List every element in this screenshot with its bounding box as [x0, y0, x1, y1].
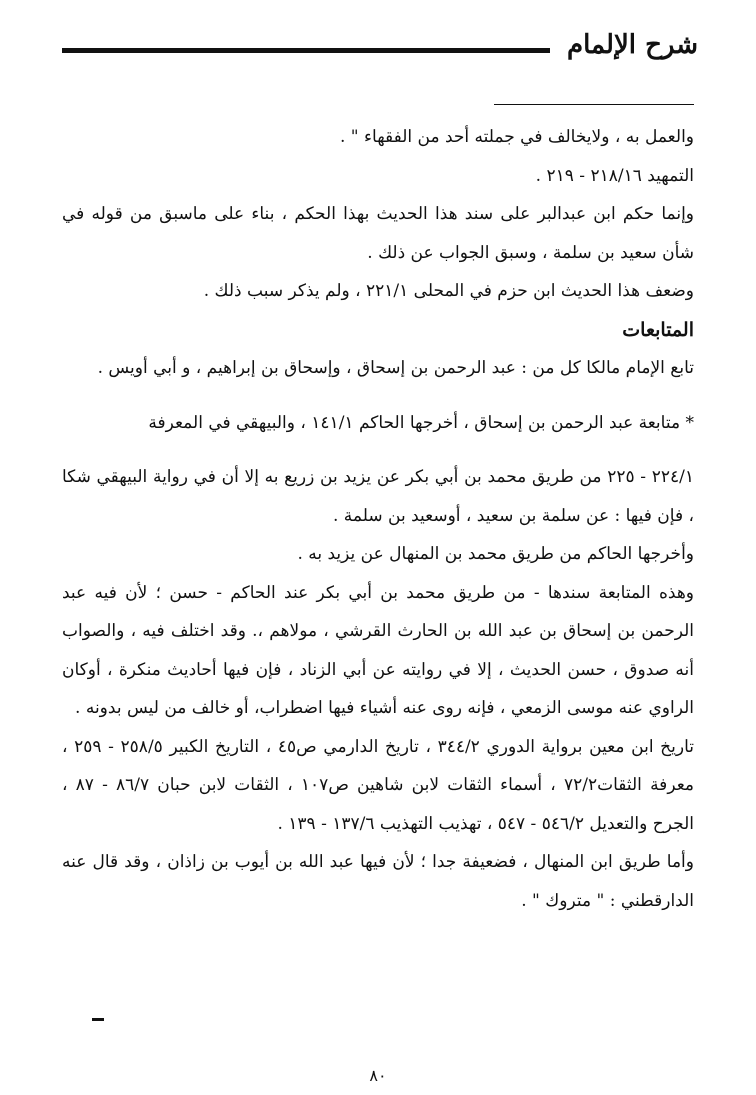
paragraph-bayhaqi-route: ٢٢٤/١ - ٢٢٥ من طريق محمد بن أبي بكر عن يزيد بن زريع به إلا أن في رواية البيهقي شكا ، فإن فيها : عن سلمة بن سعيد ، أوسعيد بن سلمة . [62, 467, 694, 526]
page-body [62, 118, 694, 920]
paragraph-ibn-hazm: وضعف هذا الحديث ابن حزم في المحلى ٢٢١/١ ، ولم يذكر سبب ذلك . [203, 281, 694, 301]
header-rule [62, 48, 550, 53]
running-title: شرح الإلمام [567, 30, 698, 60]
paragraph-references: تاريخ ابن معين برواية الدوري ٣٤٤/٢ ، تاريخ الدارمي ص٤٥ ، التاريخ الكبير ٢٥٨/٥ - ٢٥٩ ، معرفة الثقات٧٢/٢ ، أسماء الثقات لابن شاهين ص١٠٧ ، الثقات لابن حبان ٨٦/٧ - ٨٧ ، الجرح والتعديل ٥٤٦/٢ - ٥٤٧ ، تهذيب التهذيب ١٣٧/٦ - ١٣٩ . [62, 736, 695, 834]
paragraph-hakim-route: وأخرجها الحاكم من طريق محمد بن المنهال عن يزيد به . [297, 544, 694, 564]
paragraph-chain-grading: وهذه المتابعة سندها - من طريق محمد بن أبي بكر عند الحاكم - حسن ؛ لأن فيه عبد الرحمن بن إسحاق بن عبد الله بن الحارث القرشي ، مولاهم ،. وقد اختلف فيه ، والصواب أنه صدوق ، حسن الحديث ، إلا في روايته عن أبي الزناد ، فإن فيها أحاديث منكرة ، أوكان الراوي عنه موسى الزمعي ، فإنه روى عنه أشياء فيها اضطراب، أو خالف من ليس بدونه . [62, 582, 694, 718]
paragraph-ibn-abdulbarr: وإنما حكم ابن عبدالبر على سند هذا الحديث بهذا الحكم ، بناء على ماسبق من قوله في شأن سعيد بن سلمة ، وسبق الجواب عن ذلك . [62, 204, 694, 263]
paragraph-quote-end: والعمل به ، ولايخالف في جملته أحد من الفقهاء " . [340, 127, 694, 147]
end-dash [92, 1018, 104, 1021]
paragraph-citation-tamhid: التمهيد ٢١٨/١٦ - ٢١٩ . [535, 165, 694, 186]
paragraph-abdulrahman-follow: * متابعة عبد الرحمن بن إسحاق ، أخرجها الحاكم ١٤١/١ ، والبيهقي في المعرفة [148, 412, 694, 433]
page-number: ٨٠ [369, 1066, 387, 1085]
page-header [62, 28, 698, 68]
footnote-separator [494, 104, 694, 105]
section-heading: المتابعات [622, 318, 694, 341]
paragraph-followers: تابع الإمام مالكا كل من : عبد الرحمن بن إسحاق ، وإسحاق بن إبراهيم ، و أبي أويس . [97, 358, 694, 378]
paragraph-ibn-minhal: وأما طريق ابن المنهال ، فضعيفة جدا ؛ لأن فيها عبد الله بن أيوب بن زاذان ، وقد قال عنه الدارقطني : " متروك " . [62, 852, 694, 911]
